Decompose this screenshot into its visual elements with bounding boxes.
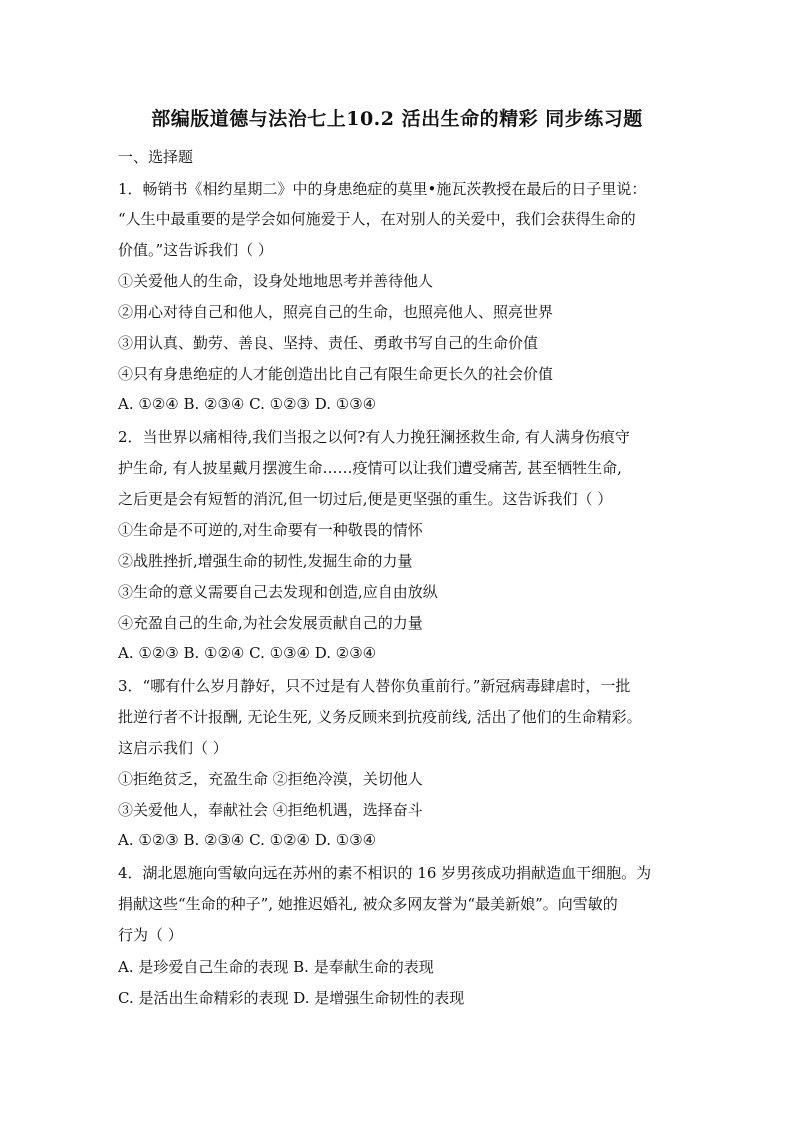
question-2-statement-4: ④充盈自己的生命,为社会发展贡献自己的力量	[118, 614, 423, 632]
page-title: 部编版道德与法治七上10.2 活出生命的精彩 同步练习题	[151, 108, 643, 130]
question-4-stem-line-3: 行为（ ）	[118, 926, 183, 944]
question-1-stem-line-2: “人生中最重要的是学会如何施爱于人，在对别人的关爱中，我们会获得生命的	[118, 210, 636, 228]
question-1-options: A. ①②④ B. ②③④ C. ①②③ D. ①③④	[118, 395, 377, 413]
question-3-statement-row-2: ③关爱他人，奉献社会 ④拒绝机遇，选择奋斗	[118, 801, 423, 819]
question-4-options-row-2: C. 是活出生命精彩的表现 D. 是增强生命韧性的表现	[118, 989, 465, 1007]
question-1-statement-4: ④只有身患绝症的人才能创造出比自己有限生命更长久的社会价值	[118, 365, 554, 383]
question-1-statement-2: ②用心对待自己和他人，照亮自己的生命，也照亮他人、照亮世界	[118, 303, 554, 321]
question-2-statement-3: ③生命的意义需要自己去发现和创造,应自由放纵	[118, 583, 438, 601]
question-2-statement-1: ①生命是不可逆的,对生命要有一种敬畏的情怀	[118, 521, 423, 539]
question-2-options: A. ①②③ B. ①②④ C. ①③④ D. ②③④	[118, 644, 377, 662]
question-3-stem-line-3: 这启示我们（ ）	[118, 739, 228, 757]
question-3-statement-row-1: ①拒绝贫乏，充盈生命 ②拒绝冷漠，关切他人	[118, 770, 423, 788]
question-1-stem-line-1: 1．畅销书《相约星期二》中的身患绝症的莫里•施瓦茨教授在最后的日子里说：	[118, 180, 647, 198]
question-2-statement-2: ②战胜挫折,增强生命的韧性,发掘生命的力量	[118, 552, 413, 570]
question-1-stem-line-3: 价值。”这告诉我们（ ）	[118, 241, 273, 259]
question-4-stem-line-2: 捐献这些“生命的种子”, 她推迟婚礼, 被众多网友誉为“最美新娘”。向雪敏的	[118, 895, 618, 913]
question-2-stem-line-2: 护生命, 有人披星戴月摆渡生命……疫情可以让我们遭受痛苦, 甚至牺牲生命,	[118, 459, 622, 477]
question-3-stem-line-1: 3．“哪有什么岁月静好，只不过是有人替你负重前行。”新冠病毒肆虐时，一批	[118, 677, 631, 695]
section-heading: 一、选择题	[118, 148, 194, 166]
question-2-stem-line-3: 之后更是会有短暂的消沉,但一切过后,便是更坚强的重生。这告诉我们（ ）	[118, 490, 613, 508]
question-2-stem-line-1: 2．当世界以痛相待,我们当报之以何?有人力挽狂澜拯救生命, 有人满身伤痕守	[118, 428, 630, 446]
question-1-statement-3: ③用认真、勤劳、善良、坚持、责任、勇敢书写自己的生命价值	[118, 334, 539, 352]
question-3-stem-line-2: 批逆行者不计报酬, 无论生死, 义务反顾来到抗疫前线, 活出了他们的生命精彩。	[118, 708, 642, 726]
question-4-stem-line-1: 4．湖北恩施向雪敏向远在苏州的素不相识的 16 岁男孩成功捐献造血干细胞。为	[118, 864, 652, 882]
question-3-options: A. ①②③ B. ②③④ C. ①②④ D. ①③④	[118, 831, 377, 849]
question-4-options-row-1: A. 是珍爱自己生命的表现 B. 是奉献生命的表现	[118, 958, 434, 976]
question-1-statement-1: ①关爱他人的生命，设身处地地思考并善待他人	[118, 272, 434, 290]
